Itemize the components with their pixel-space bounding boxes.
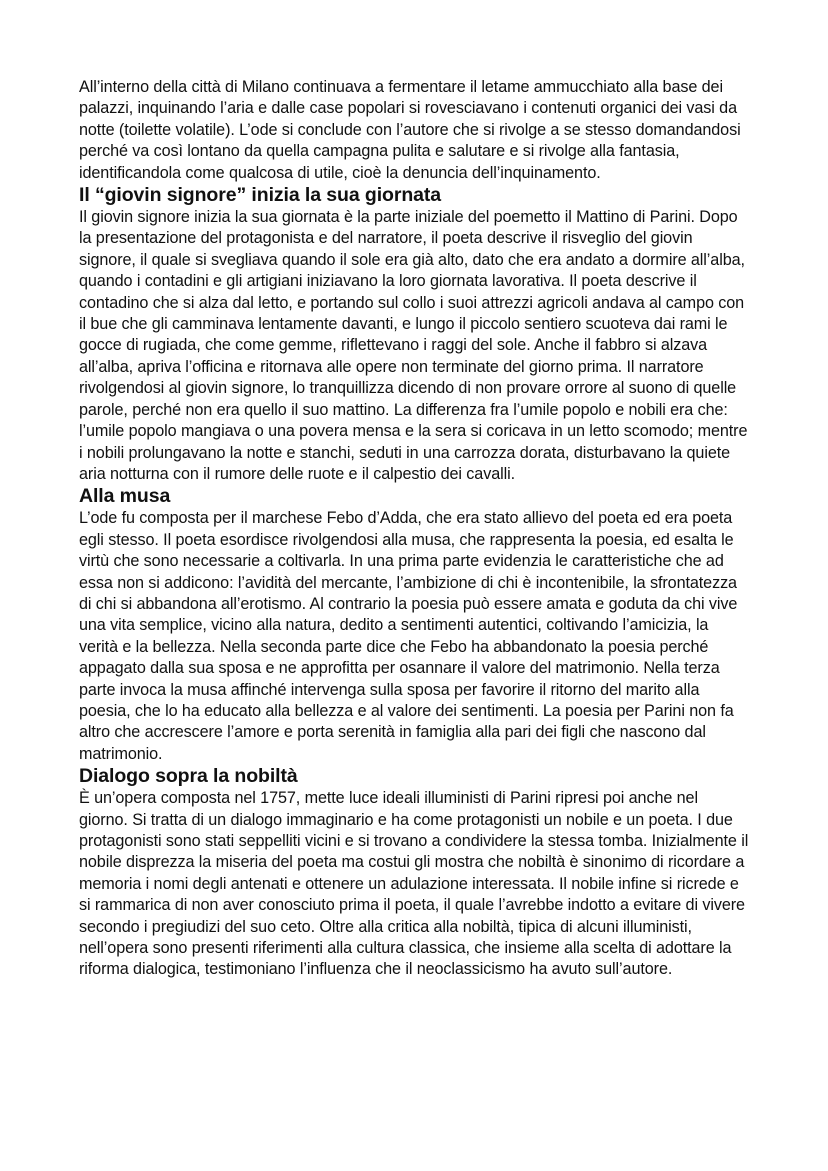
section-heading-giovin-signore: Il “giovin signore” inizia la sua giornata [79, 184, 442, 207]
intro-paragraph: All’interno della città di Milano continuava a fermentare il letame ammucchiato alla base dei palazzi, inquinando l’aria e dalle case popolari si rovesciavano i contenuti organici dei vasi da notte (toilette volatile). L’ode si conclude con l’autore che si rivolge a se stesso domandandosi perché va così lontano da quella campagna pulita e salutare e si rivolge alla fantasia, identificandola come qualcosa di utile, cioè la denuncia dell’inquinamento. [79, 78, 741, 182]
section-paragraph-giovin-signore: Il giovin signore inizia la sua giornata è la parte iniziale del poemetto il Mattino di Parini. Dopo la presentazione del protagonista e del narratore, il poeta descrive il risveglio del giovin signore, il quale si svegliava quando il sole era già alto, dato che era andato a dormire all’alba, quando i contadini e gli artigiani iniziavano la loro giornata lavorativa. Il poeta descrive il contadino che si alza dal letto, e portando sul collo i suoi attrezzi agricoli andava al campo con il bue che gli camminava lentamente davanti, e lungo il piccolo sentiero scuoteva dai rami le gocce di rugiada, che come gemme, riflettevano i raggi del sole. Anche il fabbro si alzava all’alba, apriva l’officina e ritornava alle opere non terminate del giorno prima. Il narratore rivolgendosi al giovin signore, lo tranquillizza dicendo di non provare orrore al suono di quelle parole, perché non era quello il suo mattino. La differenza fra l’umile popolo e nobili era che: l’umile popolo mangiava o una povera mensa e la sera si coricava in un letto scomodo; mentre i nobili prolungavano la notte e stanchi, seduti in una carrozza dorata, disturbavano la quiete aria notturna con il rumore delle ruote e il calpestio dei cavalli. [79, 208, 748, 483]
section-heading-alla-musa: Alla musa [79, 485, 171, 508]
section-heading-dialogo-nobilta: Dialogo sopra la nobiltà [79, 765, 298, 788]
section-paragraph-alla-musa: L’ode fu composta per il marchese Febo d’Adda, che era stato allievo del poeta ed era poeta egli stesso. Il poeta esordisce rivolgendosi alla musa, che rappresenta la poesia, ed esalta le virtù che sono necessarie a coltivarla. In una prima parte evidenzia le caratteristiche che ad essa non si addicono: l’avidità del mercante, l’ambizione di chi è incontenibile, la sfrontatezza di chi si abbandona all’erotismo. Al contrario la poesia può essere amata e goduta da chi vive una vita semplice, vicino alla natura, dedito a sentimenti autentici, coltivando l’amicizia, la verità e la bellezza. Nella seconda parte dice che Febo ha abbandonato la poesia perché appagato dalla sua sposa e ne approfitta per osannare il valore del matrimonio. Nella terza parte invoca la musa affinché intervenga sulla sposa per favorire il ritorno del marito alla poesia, che lo ha educato alla bellezza e al valore dei sentimenti. La poesia per Parini non fa altro che accrescere l’amore e porta serenità in famiglia alla pari dei figli che nascono dal matrimonio. [79, 509, 738, 763]
section-paragraph-dialogo-nobilta: È un’opera composta nel 1757, mette luce ideali illuministi di Parini ripresi poi anche nel giorno. Si tratta di un dialogo immaginario e ha come protagonisti un nobile e un poeta. I due protagonisti sono stati seppelliti vicini e si trovano a condividere la stessa tomba. Inizialmente il nobile disprezza la miseria del poeta ma costui gli mostra che nobiltà è sinonimo di ricordare a memoria i nomi degli antenati e ottenere un adulazione interessata. Il nobile infine si ricrede e si rammarica di non aver conosciuto prima il poeta, il quale l’avrebbe indotto a evitare di vivere secondo i pregiudizi del suo ceto. Oltre alla critica alla nobiltà, tipica di alcuni illuministi, nell’opera sono presenti riferimenti alla cultura classica, che insieme alla scelta di adottare la riforma dialogica, testimoniano l’influenza che il neoclassicismo ha avuto sull’autore. [79, 789, 749, 979]
document-page [79, 77, 751, 981]
